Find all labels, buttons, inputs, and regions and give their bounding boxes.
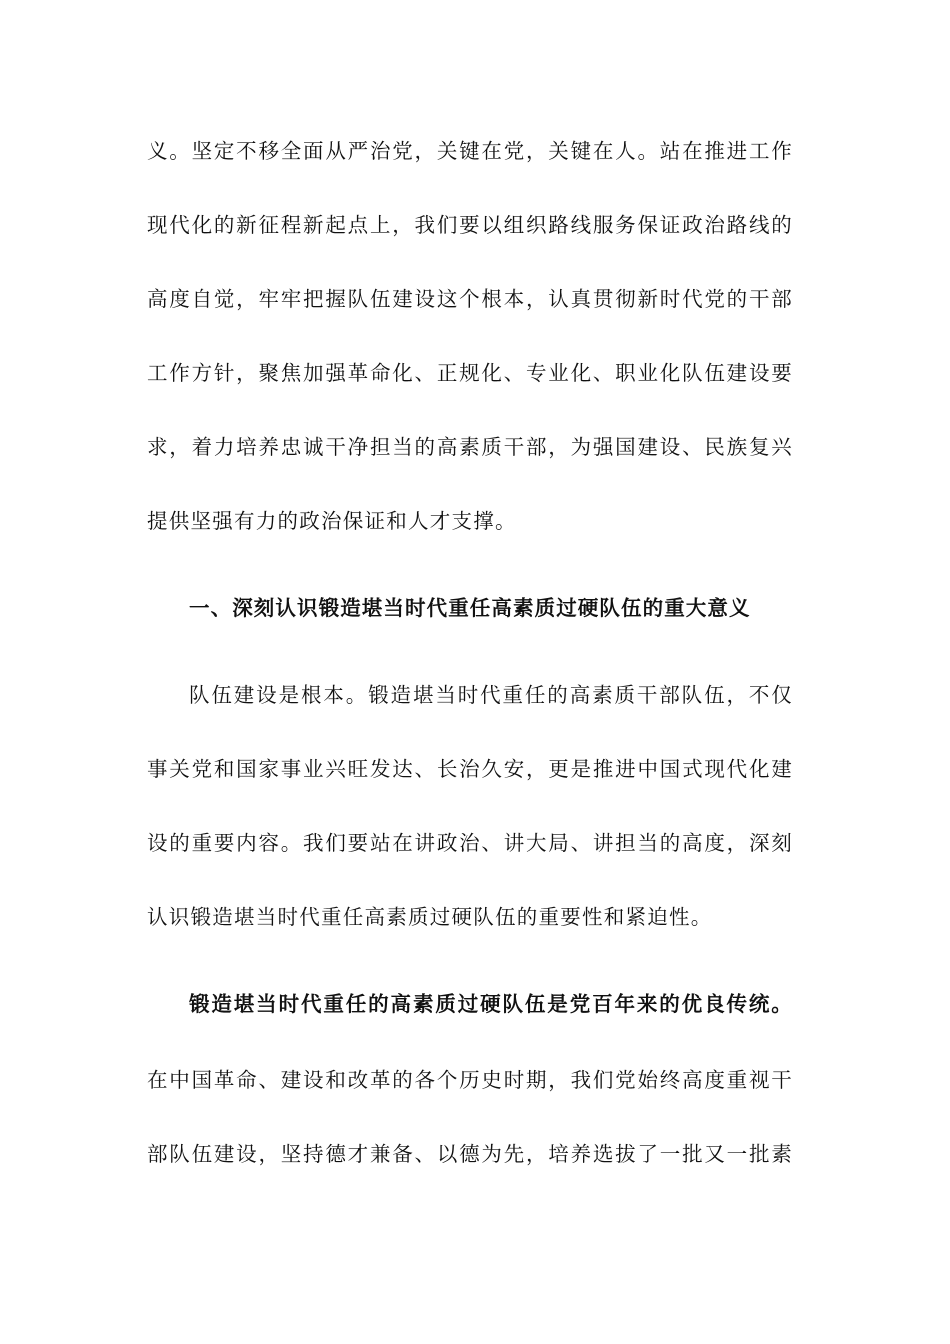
paragraph-1-line-5: 求，着力培养忠诚干净担当的高素质干部，为强国建设、民族复兴 (147, 435, 793, 459)
paragraph-3-line-2: 部队伍建设，坚持德才兼备、以德为先，培养选拔了一批又一批素 (147, 1142, 793, 1166)
paragraph-2-line-3: 设的重要内容。我们要站在讲政治、讲大局、讲担当的高度，深刻 (147, 831, 793, 855)
paragraph-2-line-4: 认识锻造堪当时代重任高素质过硬队伍的重要性和紧迫性。 (147, 905, 713, 929)
paragraph-1-line-1: 义。坚定不移全面从严治党，关键在党，关键在人。站在推进工作 (147, 139, 793, 163)
paragraph-1-line-2: 现代化的新征程新起点上，我们要以组织路线服务保证政治路线的 (147, 213, 793, 237)
paragraph-1-line-4: 工作方针，聚焦加强革命化、正规化、专业化、职业化队伍建设要 (147, 361, 793, 385)
section-heading: 一、深刻认识锻造堪当时代重任高素质过硬队伍的重大意义 (189, 596, 751, 620)
paragraph-1-line-3: 高度自觉，牢牢把握队伍建设这个根本，认真贯彻新时代党的干部 (147, 287, 793, 311)
paragraph-3-line-1: 在中国革命、建设和改革的各个历史时期，我们党始终高度重视干 (147, 1068, 793, 1092)
paragraph-2-line-2: 事关党和国家事业兴旺发达、长治久安，更是推进中国式现代化建 (147, 757, 793, 781)
paragraph-2-line-1: 队伍建设是根本。锻造堪当时代重任的高素质干部队伍，不仅 (189, 683, 793, 707)
paragraph-1-line-6: 提供坚强有力的政治保证和人才支撑。 (147, 509, 517, 533)
paragraph-3-lead-sentence: 锻造堪当时代重任的高素质过硬队伍是党百年来的优良传统。 (189, 992, 793, 1016)
